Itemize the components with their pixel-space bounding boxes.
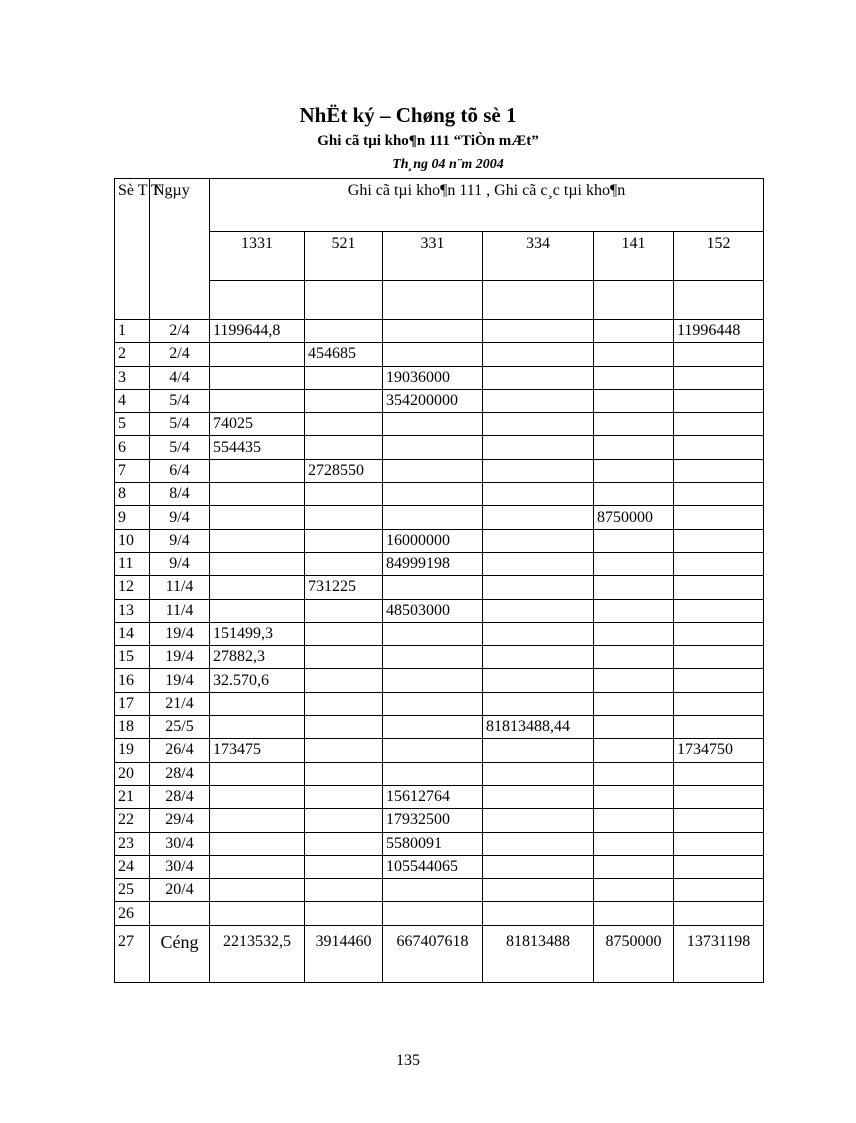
value-cell: 5580091 [383, 832, 483, 855]
value-cell [674, 576, 764, 599]
value-cell: 173475 [210, 739, 305, 762]
value-cell: 105544065 [383, 855, 483, 878]
total-label-cell: Céng [150, 925, 210, 982]
table-row [115, 716, 764, 739]
table-row [115, 483, 764, 506]
value-cell [483, 459, 594, 482]
stt-cell: 17 [115, 692, 150, 715]
date-cell [150, 902, 210, 925]
value-cell [483, 646, 594, 669]
value-cell [483, 855, 594, 878]
stt-cell: 22 [115, 809, 150, 832]
date-cell: 25/5 [150, 716, 210, 739]
stt-header: Sè T T [115, 179, 150, 320]
stt-cell: 5 [115, 413, 150, 436]
value-cell: 19036000 [383, 366, 483, 389]
stt-cell: 11 [115, 552, 150, 575]
value-cell [594, 483, 674, 506]
account-header-row [115, 232, 764, 281]
value-cell [483, 692, 594, 715]
stt-cell: 12 [115, 576, 150, 599]
value-cell [210, 855, 305, 878]
value-cell [594, 739, 674, 762]
value-cell [674, 459, 764, 482]
value-cell [305, 483, 383, 506]
value-cell [483, 669, 594, 692]
value-cell: 1734750 [674, 739, 764, 762]
stt-cell: 10 [115, 529, 150, 552]
table-row [115, 366, 764, 389]
stt-cell: 9 [115, 506, 150, 529]
value-cell [210, 552, 305, 575]
value-cell [383, 413, 483, 436]
value-cell [483, 762, 594, 785]
date-cell: 2/4 [150, 343, 210, 366]
value-cell [383, 739, 483, 762]
value-cell [594, 646, 674, 669]
value-cell [305, 389, 383, 412]
value-cell [305, 413, 383, 436]
date-cell: 28/4 [150, 762, 210, 785]
value-cell [383, 459, 483, 482]
value-cell: 16000000 [383, 529, 483, 552]
date-header: Ngµy [150, 179, 210, 320]
value-cell [383, 646, 483, 669]
date-cell: 9/4 [150, 552, 210, 575]
value-cell [483, 320, 594, 343]
value-cell [210, 785, 305, 808]
value-cell [594, 692, 674, 715]
table-row [115, 576, 764, 599]
value-cell [594, 529, 674, 552]
table-row [115, 599, 764, 622]
value-cell [305, 622, 383, 645]
value-cell [674, 436, 764, 459]
value-cell [594, 459, 674, 482]
value-cell [305, 692, 383, 715]
date-cell: 11/4 [150, 599, 210, 622]
value-cell [483, 483, 594, 506]
value-cell [305, 716, 383, 739]
value-cell [674, 785, 764, 808]
stt-cell: 4 [115, 389, 150, 412]
value-cell [483, 622, 594, 645]
stt-cell: 15 [115, 646, 150, 669]
stt-cell: 7 [115, 459, 150, 482]
value-cell [210, 483, 305, 506]
value-cell [483, 413, 594, 436]
table-row [115, 343, 764, 366]
value-cell [210, 599, 305, 622]
value-cell [383, 436, 483, 459]
value-cell [483, 599, 594, 622]
date-cell: 2/4 [150, 320, 210, 343]
value-cell [594, 413, 674, 436]
table-row [115, 739, 764, 762]
table-row [115, 413, 764, 436]
table-row [115, 692, 764, 715]
value-cell [305, 785, 383, 808]
stt-cell: 19 [115, 739, 150, 762]
date-cell: 30/4 [150, 855, 210, 878]
value-cell [674, 762, 764, 785]
value-cell [594, 622, 674, 645]
total-stt-cell: 27 [115, 925, 150, 982]
stt-cell: 3 [115, 366, 150, 389]
total-row [115, 925, 764, 982]
value-cell [210, 809, 305, 832]
value-cell [674, 832, 764, 855]
document-period: Th¸ng 04 n¨m 2004 [392, 157, 504, 172]
value-cell [594, 576, 674, 599]
value-cell [483, 343, 594, 366]
date-cell: 5/4 [150, 413, 210, 436]
stt-cell: 16 [115, 669, 150, 692]
value-cell [674, 646, 764, 669]
value-cell [210, 459, 305, 482]
stt-cell: 1 [115, 320, 150, 343]
value-cell [210, 506, 305, 529]
value-cell [305, 599, 383, 622]
account-header: 152 [674, 232, 764, 281]
value-cell: 454685 [305, 343, 383, 366]
account-header: 331 [383, 232, 483, 281]
value-cell [305, 366, 383, 389]
stt-cell: 21 [115, 785, 150, 808]
table-row [115, 506, 764, 529]
table-row [115, 809, 764, 832]
ledger-table [114, 178, 764, 983]
accounts-span-header: Ghi cã tµi kho¶n 111 , Ghi cã c¸c tµi kho¶n [210, 179, 764, 232]
total-cell: 81813488 [483, 925, 594, 982]
document-subtitle: Ghi cã tµi kho¶n 111 “TiÒn mÆt” [317, 133, 539, 149]
stt-cell: 8 [115, 483, 150, 506]
total-cell: 3914460 [305, 925, 383, 982]
value-cell [483, 809, 594, 832]
value-cell [210, 389, 305, 412]
value-cell [674, 692, 764, 715]
stt-cell: 24 [115, 855, 150, 878]
value-cell [594, 669, 674, 692]
value-cell [594, 389, 674, 412]
value-cell [383, 879, 483, 902]
total-cell: 2213532,5 [210, 925, 305, 982]
date-cell: 19/4 [150, 669, 210, 692]
table-row [115, 855, 764, 878]
table-row [115, 762, 764, 785]
value-cell [594, 902, 674, 925]
value-cell [483, 832, 594, 855]
table-row [115, 622, 764, 645]
date-cell: 5/4 [150, 436, 210, 459]
account-header: 141 [594, 232, 674, 281]
value-cell [383, 343, 483, 366]
value-cell [594, 716, 674, 739]
value-cell [210, 692, 305, 715]
value-cell [383, 622, 483, 645]
value-cell [210, 529, 305, 552]
value-cell [674, 855, 764, 878]
value-cell [483, 529, 594, 552]
value-cell [210, 762, 305, 785]
value-cell [483, 436, 594, 459]
date-cell: 19/4 [150, 622, 210, 645]
stt-cell: 14 [115, 622, 150, 645]
date-cell: 6/4 [150, 459, 210, 482]
value-cell [210, 343, 305, 366]
value-cell [210, 879, 305, 902]
value-cell [383, 576, 483, 599]
date-cell: 29/4 [150, 809, 210, 832]
value-cell [305, 762, 383, 785]
value-cell [674, 529, 764, 552]
table-row [115, 832, 764, 855]
value-cell: 48503000 [383, 599, 483, 622]
value-cell [305, 879, 383, 902]
value-cell [483, 366, 594, 389]
value-cell [483, 389, 594, 412]
table-row [115, 902, 764, 925]
value-cell [483, 506, 594, 529]
table-row [115, 785, 764, 808]
date-cell: 9/4 [150, 506, 210, 529]
value-cell [674, 483, 764, 506]
value-cell: 81813488,44 [483, 716, 594, 739]
value-cell [594, 785, 674, 808]
document-title: NhËt ký – Chøng tõ sè 1 [299, 103, 517, 127]
date-cell: 21/4 [150, 692, 210, 715]
value-cell [210, 366, 305, 389]
value-cell [674, 902, 764, 925]
value-cell [383, 506, 483, 529]
date-cell: 9/4 [150, 529, 210, 552]
stt-cell: 2 [115, 343, 150, 366]
value-cell: 354200000 [383, 389, 483, 412]
stt-cell: 26 [115, 902, 150, 925]
value-cell [674, 669, 764, 692]
table-row [115, 436, 764, 459]
value-cell [674, 506, 764, 529]
value-cell [594, 552, 674, 575]
value-cell [594, 320, 674, 343]
value-cell: 731225 [305, 576, 383, 599]
value-cell [594, 366, 674, 389]
stt-cell: 23 [115, 832, 150, 855]
value-cell: 84999198 [383, 552, 483, 575]
value-cell: 15612764 [383, 785, 483, 808]
value-cell: 8750000 [594, 506, 674, 529]
value-cell [383, 320, 483, 343]
value-cell [674, 366, 764, 389]
header-spacer-row [115, 281, 764, 320]
date-cell: 28/4 [150, 785, 210, 808]
value-cell [305, 832, 383, 855]
table-row [115, 320, 764, 343]
value-cell [674, 622, 764, 645]
value-cell [674, 716, 764, 739]
value-cell [594, 832, 674, 855]
value-cell [383, 692, 483, 715]
table-row [115, 389, 764, 412]
value-cell [383, 762, 483, 785]
stt-cell: 13 [115, 599, 150, 622]
value-cell [483, 902, 594, 925]
value-cell [674, 809, 764, 832]
value-cell [210, 716, 305, 739]
value-cell [210, 576, 305, 599]
value-cell [305, 529, 383, 552]
account-header: 334 [483, 232, 594, 281]
value-cell: 151499,3 [210, 622, 305, 645]
value-cell [594, 436, 674, 459]
value-cell [210, 832, 305, 855]
value-cell [210, 902, 305, 925]
value-cell: 554435 [210, 436, 305, 459]
value-cell: 74025 [210, 413, 305, 436]
value-cell [383, 902, 483, 925]
value-cell [594, 599, 674, 622]
value-cell: 27882,3 [210, 646, 305, 669]
date-cell: 5/4 [150, 389, 210, 412]
value-cell [305, 506, 383, 529]
date-cell: 19/4 [150, 646, 210, 669]
value-cell [305, 436, 383, 459]
value-cell [483, 785, 594, 808]
value-cell [674, 879, 764, 902]
date-cell: 20/4 [150, 879, 210, 902]
date-cell: 11/4 [150, 576, 210, 599]
table-row [115, 529, 764, 552]
value-cell [594, 879, 674, 902]
stt-cell: 6 [115, 436, 150, 459]
header-row [115, 179, 764, 232]
value-cell [305, 646, 383, 669]
date-cell: 26/4 [150, 739, 210, 762]
value-cell [483, 879, 594, 902]
value-cell: 2728550 [305, 459, 383, 482]
value-cell [483, 576, 594, 599]
total-cell: 667407618 [383, 925, 483, 982]
table-row [115, 552, 764, 575]
value-cell [594, 809, 674, 832]
value-cell: 17932500 [383, 809, 483, 832]
value-cell [305, 739, 383, 762]
stt-cell: 18 [115, 716, 150, 739]
value-cell [674, 552, 764, 575]
stt-cell: 20 [115, 762, 150, 785]
date-cell: 4/4 [150, 366, 210, 389]
value-cell [305, 809, 383, 832]
stt-cell: 25 [115, 879, 150, 902]
date-cell: 30/4 [150, 832, 210, 855]
value-cell [483, 739, 594, 762]
table-row [115, 879, 764, 902]
value-cell: 1199644,8 [210, 320, 305, 343]
value-cell: 11996448 [674, 320, 764, 343]
value-cell [305, 552, 383, 575]
total-cell: 13731198 [674, 925, 764, 982]
value-cell [383, 483, 483, 506]
value-cell [305, 855, 383, 878]
value-cell: 32.570,6 [210, 669, 305, 692]
table-row [115, 669, 764, 692]
account-header: 1331 [210, 232, 305, 281]
value-cell [483, 552, 594, 575]
date-cell: 8/4 [150, 483, 210, 506]
value-cell [305, 669, 383, 692]
account-header: 521 [305, 232, 383, 281]
value-cell [383, 716, 483, 739]
value-cell [674, 413, 764, 436]
total-cell: 8750000 [594, 925, 674, 982]
value-cell [305, 320, 383, 343]
value-cell [674, 599, 764, 622]
table-row [115, 459, 764, 482]
value-cell [305, 902, 383, 925]
value-cell [674, 343, 764, 366]
value-cell [383, 669, 483, 692]
page-number: 135 [396, 1052, 420, 1069]
table-row [115, 646, 764, 669]
value-cell [674, 389, 764, 412]
value-cell [594, 343, 674, 366]
value-cell [594, 855, 674, 878]
value-cell [594, 762, 674, 785]
